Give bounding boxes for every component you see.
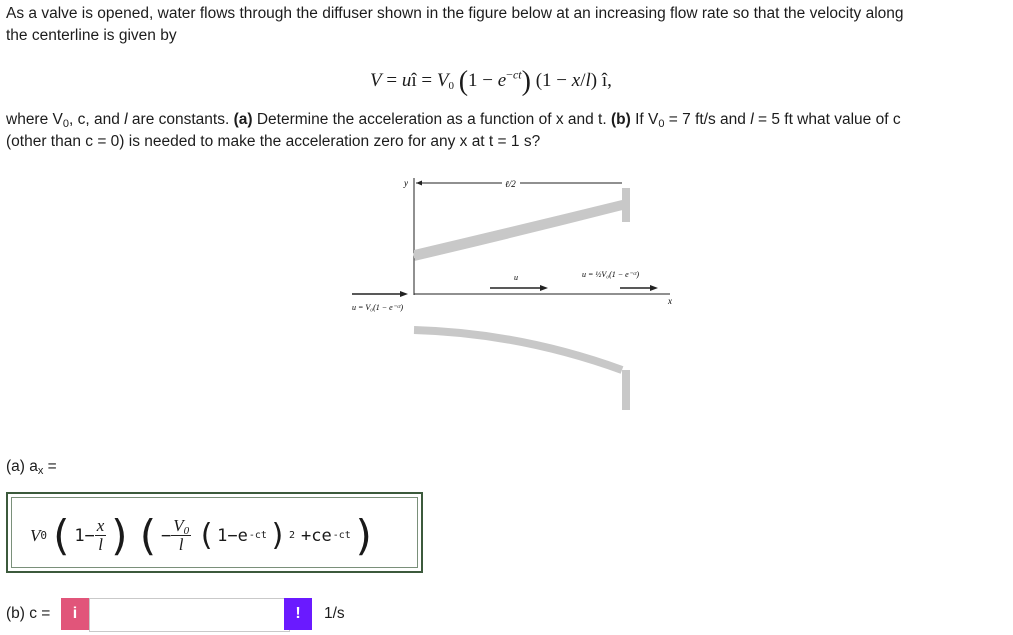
- u-right-label: u = ½V₀(1 − e⁻ᶜᵗ): [582, 270, 640, 279]
- warning-icon[interactable]: !: [284, 598, 312, 630]
- paren-close-2: ): [351, 511, 378, 560]
- expr-one-minus: 1−: [74, 525, 95, 546]
- expr-exp-ct-2: -ct: [332, 530, 351, 541]
- x-axis-label: x: [668, 296, 672, 306]
- expr-inner: 1−e: [217, 525, 248, 546]
- expr-minus: −: [160, 525, 172, 546]
- part-b-label: (b): [610, 111, 631, 128]
- answer-a-inner: [11, 497, 418, 568]
- y-axis-label: y: [404, 178, 408, 188]
- frac-v0-num: [171, 517, 191, 536]
- answer-b-input[interactable]: [89, 598, 290, 632]
- u-left-arrowhead: [400, 291, 408, 297]
- expr-exp-ct: -ct: [248, 530, 267, 541]
- where-sub: 0: [62, 118, 69, 130]
- frac-x-den: l: [98, 535, 103, 554]
- expr-v0: V: [30, 525, 41, 545]
- top-wall-flange: [622, 188, 630, 222]
- where-text-e: If V: [630, 111, 659, 128]
- where-text-g: = 5 ft what value of c: [753, 111, 901, 128]
- paren-close-3: ): [268, 518, 287, 553]
- paren-close-1: ): [107, 511, 133, 560]
- answer-b-label: (b) c =: [6, 605, 51, 622]
- answer-a-label: [6, 456, 57, 478]
- u-mid-arrowhead: [540, 285, 548, 291]
- top-wall-edge: [414, 206, 622, 257]
- velocity-equation: V = uî = $V_0$ $(1 - e^{-ct})$ (1 − x/l) î,: [370, 66, 612, 97]
- answer-b-unit: 1/s: [324, 605, 345, 622]
- expr-exp-2: 2: [288, 530, 296, 541]
- diffuser-figure: [330, 170, 690, 415]
- where-text-a: where V: [6, 111, 63, 128]
- answer-a-expression: V 0 ( 1− $\frac{x}{l}$ ) ( − $\frac{V_0}{l}$ ( 1−e -ct ) 2 +ce -ct ): [30, 511, 378, 560]
- u-left-label: u = V₀(1 − e⁻ᶜᵗ): [352, 303, 404, 312]
- answer-a-label-text: (a) a: [6, 458, 38, 475]
- where-paragraph: [6, 109, 1011, 153]
- frac-v0-over-l: [171, 517, 191, 554]
- where-text-d: Determine the acceleration as a function of x and t.: [252, 111, 611, 128]
- where-l-2: l: [750, 111, 754, 128]
- where-text-b: , c, and: [69, 111, 125, 128]
- bottom-wall: [414, 330, 622, 370]
- answer-a-box[interactable]: [6, 492, 423, 573]
- problem-line-2: the centerline is given by: [6, 27, 177, 44]
- dimension-arrow-left: [416, 181, 422, 186]
- expr-plus-ce: +ce: [301, 525, 332, 546]
- where-text-c: are constants.: [127, 111, 234, 128]
- where-line-1: [6, 109, 1011, 131]
- frac-v0-den: l: [178, 535, 184, 554]
- frac-v0-num-sub: 0: [183, 525, 190, 537]
- part-a-label: (a): [233, 111, 253, 128]
- frac-x-over-l: [95, 517, 107, 554]
- frac-v0-num-text: V: [173, 516, 184, 535]
- u-right-arrowhead: [650, 285, 658, 291]
- u-mid-label: u: [514, 273, 518, 282]
- problem-line-1: As a valve is opened, water flows through the diffuser shown in the figure below at an increasing flow rate so that the velocity along: [6, 5, 904, 22]
- where-l: l: [124, 111, 128, 128]
- where-text-f: = 7 ft/s and: [664, 111, 751, 128]
- where-sub-2: 0: [658, 118, 665, 130]
- paren-open-1: (: [48, 511, 74, 560]
- info-icon[interactable]: i: [61, 598, 89, 630]
- where-line-2: (other than c = 0) is needed to make the acceleration zero for any x at t = 1 s?: [6, 133, 541, 150]
- bottom-wall-flange: [622, 370, 630, 410]
- answer-a-label-sub: x: [37, 465, 44, 477]
- frac-x-num: x: [96, 516, 105, 535]
- answer-a-label-eq: =: [43, 458, 57, 475]
- paren-open-2: (: [134, 511, 160, 560]
- paren-open-3: (: [197, 518, 216, 553]
- problem-text: [6, 3, 1011, 47]
- length-label: ℓ/2: [505, 179, 516, 189]
